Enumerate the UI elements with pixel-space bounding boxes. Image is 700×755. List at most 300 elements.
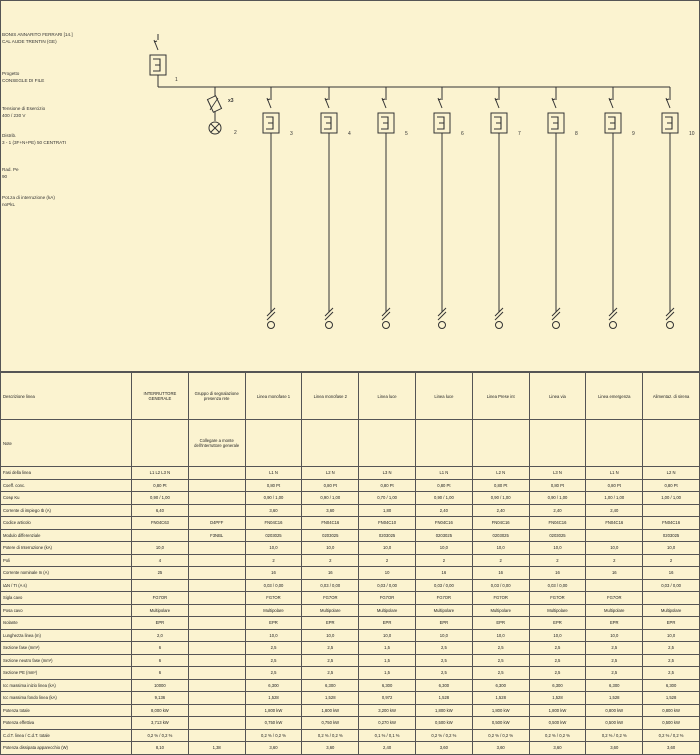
row-label: Posa cavo: [1, 604, 132, 617]
table-cell: 25: [132, 567, 189, 580]
feeder-number: 3: [290, 131, 293, 137]
table-cell: [188, 579, 245, 592]
table-cell: L1 L2 L3 N: [132, 467, 189, 480]
signal-lamp-group: [207, 87, 237, 136]
table-cell: 6,300: [643, 679, 700, 692]
row-label: Codice articolo: [1, 517, 132, 530]
company-line: BONIS ANNARITO FERRARI [14.]: [2, 32, 73, 37]
table-cell: Multipolare: [643, 604, 700, 617]
row-label: Descrizione linea: [1, 373, 132, 420]
feeder-line-6: [434, 87, 464, 329]
table-cell: 2,5: [302, 642, 359, 655]
table-cell: 2,5: [643, 642, 700, 655]
table-cell: 0203025: [359, 529, 416, 542]
row-label: Potere di Interruzione (kA): [1, 542, 132, 555]
table-cell: 10,0: [302, 629, 359, 642]
table-cell: 2,5: [643, 667, 700, 680]
table-cell: 10,0: [643, 629, 700, 642]
table-cell: 10,0: [529, 542, 586, 555]
row-label: Sezione PE (mm²): [1, 667, 132, 680]
table-cell: [188, 592, 245, 605]
table-cell: FG7OR: [132, 592, 189, 605]
table-row: [1, 567, 700, 580]
table-cell: 0,2 % / 0,2 %: [472, 729, 529, 742]
table-cell: 0,2 % / 0,2 %: [586, 729, 643, 742]
table-row: [1, 654, 700, 667]
table-cell: 0,80 Pt: [302, 479, 359, 492]
table-cell: 0,750 kW: [302, 717, 359, 730]
table-cell: 0203025: [643, 529, 700, 542]
table-cell: 2,40: [359, 742, 416, 755]
table-cell: 0,80 Pt: [359, 479, 416, 492]
table-cell: EPR: [415, 617, 472, 630]
table-cell: 3,60: [302, 504, 359, 517]
row-label: Potenza dissipata apparecchio (W): [1, 742, 132, 755]
table-cell: 2,5: [529, 654, 586, 667]
table-cell: 10,0: [643, 542, 700, 555]
table-cell: FG7OR: [472, 592, 529, 605]
row-label: Corrente nominale In (A): [1, 567, 132, 580]
table-cell: L2 N: [472, 467, 529, 480]
table-cell: 1,528: [643, 692, 700, 705]
signal-tag: x3: [228, 98, 234, 104]
table-cell: 2: [643, 554, 700, 567]
project-label: Progetto: [2, 71, 20, 76]
table-cell: L2 N: [643, 467, 700, 480]
table-cell: 0,800 kW: [643, 704, 700, 717]
row-label: Sigla cavo: [1, 592, 132, 605]
table-cell: 0,90 / 1,00: [302, 492, 359, 505]
column-header: Linea via: [529, 373, 586, 420]
table-cell: 2: [415, 554, 472, 567]
table-cell: 0,03 / 0,00: [415, 579, 472, 592]
table-cell: [188, 654, 245, 667]
table-cell: 0,800 kW: [586, 704, 643, 717]
column-header: Linea emergenza: [586, 373, 643, 420]
table-row: [1, 617, 700, 630]
table-row: [1, 629, 700, 642]
table-cell: 1,528: [302, 692, 359, 705]
table-cell: 2,40: [529, 504, 586, 517]
note-cell: [245, 420, 302, 467]
row-label: Note: [1, 420, 132, 467]
table-cell: 16: [302, 567, 359, 580]
table-cell: 0,80 Pt: [245, 479, 302, 492]
feeder-line-4: [321, 87, 351, 329]
table-cell: 2: [302, 554, 359, 567]
table-cell: [188, 704, 245, 717]
table-cell: 2,5: [529, 667, 586, 680]
table-cell: 1,800 kW: [245, 704, 302, 717]
table-cell: EPR: [132, 617, 189, 630]
table-cell: 3,60: [472, 742, 529, 755]
table-cell: 0203025: [302, 529, 359, 542]
table-row: [1, 467, 700, 480]
table-cell: 6,300: [302, 679, 359, 692]
table-cell: 16: [472, 567, 529, 580]
table-cell: D4PFF: [188, 517, 245, 530]
table-cell: 0,90 / 1,00: [132, 492, 189, 505]
table-cell: FG7OR: [245, 592, 302, 605]
table-cell: 0,500 kW: [586, 717, 643, 730]
table-cell: 2,40: [586, 504, 643, 517]
feeder-line-7: [491, 87, 521, 329]
feeder-number: 9: [632, 131, 635, 137]
table-cell: [643, 504, 700, 517]
table-cell: [188, 604, 245, 617]
table-cell: Multipolare: [359, 604, 416, 617]
table-cell: 0,2 % / 0,2 %: [643, 729, 700, 742]
table-row: [1, 579, 700, 592]
table-cell: FN04C16: [586, 517, 643, 530]
table-cell: 10,0: [529, 629, 586, 642]
table-cell: FN04C16: [245, 517, 302, 530]
table-cell: 10,0: [245, 629, 302, 642]
column-header: Linea monofase 2: [302, 373, 359, 420]
feeder-number: 8: [575, 131, 578, 137]
table-cell: FG7OR: [302, 592, 359, 605]
feeder-number: 6: [461, 131, 464, 137]
table-cell: 2,5: [586, 642, 643, 655]
note-cell: [529, 420, 586, 467]
table-cell: 10,0: [472, 629, 529, 642]
table-cell: 10,0: [132, 542, 189, 555]
table-cell: FN04C16: [529, 517, 586, 530]
table-cell: 3,713 kW: [132, 717, 189, 730]
table-cell: 2,5: [529, 642, 586, 655]
table-cell: [188, 617, 245, 630]
table-cell: 1,5: [359, 667, 416, 680]
table-cell: Multipolare: [132, 604, 189, 617]
table-row: [1, 679, 700, 692]
table-row: [1, 554, 700, 567]
signal-number: 2: [234, 130, 237, 136]
row-label: Icc massima fondo linea (kA): [1, 692, 132, 705]
column-header: Linea Prese int: [472, 373, 529, 420]
table-cell: 6,300: [415, 679, 472, 692]
feeder-line-10: [662, 87, 695, 329]
cable-value: 90: [2, 174, 8, 179]
note-cell: [359, 420, 416, 467]
table-cell: 2,5: [245, 642, 302, 655]
table-cell: [188, 642, 245, 655]
table-cell: 0,2 % / 0,2 %: [245, 729, 302, 742]
table-cell: 0,500 kW: [472, 717, 529, 730]
table-cell: EPR: [472, 617, 529, 630]
column-header: INTERRUTTORE GENERALE: [132, 373, 189, 420]
table-cell: 1,528: [415, 692, 472, 705]
row-label: Fasi della linea: [1, 467, 132, 480]
table-cell: 3,60: [643, 742, 700, 755]
table-cell: FN04C16: [415, 517, 472, 530]
table-cell: 0,03 / 0,00: [472, 579, 529, 592]
column-header: Linea monofase 1: [245, 373, 302, 420]
table-cell: 10,0: [586, 629, 643, 642]
table-cell: [188, 504, 245, 517]
row-label: Potenza totale: [1, 704, 132, 717]
table-cell: 3,60: [586, 742, 643, 755]
table-cell: 0,500 kW: [643, 717, 700, 730]
table-cell: 0,500 kW: [415, 717, 472, 730]
column-header: Linea luce: [415, 373, 472, 420]
table-row: [1, 517, 700, 530]
table-cell: 2,5: [415, 654, 472, 667]
table-cell: FN04C10: [359, 517, 416, 530]
row-label: Isolante: [1, 617, 132, 630]
table-cell: 2,0: [132, 629, 189, 642]
table-cell: EPR: [643, 617, 700, 630]
power-value: noPkL: [2, 202, 16, 207]
table-cell: 2,40: [472, 504, 529, 517]
table-cell: Multipolare: [472, 604, 529, 617]
table-cell: 3,60: [415, 742, 472, 755]
row-label: Icc massima inizio linea (kA): [1, 679, 132, 692]
table-cell: 0,80 Pt: [132, 479, 189, 492]
table-cell: 0,80 Pt: [529, 479, 586, 492]
table-row: [1, 667, 700, 680]
table-row: [1, 729, 700, 742]
table-cell: 6,300: [472, 679, 529, 692]
table-cell: 1,528: [245, 692, 302, 705]
table-cell: [132, 579, 189, 592]
table-cell: L1 N: [245, 467, 302, 480]
table-cell: [586, 529, 643, 542]
single-line-diagram: [0, 0, 700, 372]
table-cell: FN04C16: [302, 517, 359, 530]
table-cell: 6,300: [586, 679, 643, 692]
voltage-value: 400 / 230 V: [2, 113, 26, 118]
table-cell: 10,0: [359, 629, 416, 642]
table-row: [1, 717, 700, 730]
feeder-number: 4: [348, 131, 351, 137]
table-cell: 16: [586, 567, 643, 580]
table-cell: FG7OR: [529, 592, 586, 605]
table-cell: 0,90 / 1,00: [415, 492, 472, 505]
column-header: Linea luce: [359, 373, 416, 420]
table-cell: [132, 529, 189, 542]
table-cell: FG7OR: [415, 592, 472, 605]
table-cell: 0,2 % / 0,2 %: [302, 729, 359, 742]
note-cell: [302, 420, 359, 467]
table-cell: 1,00 / 1,00: [643, 492, 700, 505]
table-cell: Multipolare: [245, 604, 302, 617]
table-cell: 2,5: [245, 654, 302, 667]
table-cell: EPR: [529, 617, 586, 630]
table-cell: 2,40: [415, 504, 472, 517]
table-cell: 10,0: [415, 629, 472, 642]
feeder-line-5: [378, 87, 408, 329]
table-cell: 0,90 / 1,00: [245, 492, 302, 505]
table-cell: 0,270 kW: [359, 717, 416, 730]
table-cell: 2,5: [472, 642, 529, 655]
table-cell: 0,2 % / 0,2 %: [132, 729, 189, 742]
table-cell: L1 N: [415, 467, 472, 480]
table-cell: 6: [132, 667, 189, 680]
line-data-table: [0, 372, 700, 755]
main-breaker-number: 1: [175, 77, 178, 83]
table-row: [1, 604, 700, 617]
table-cell: FG7OR: [586, 592, 643, 605]
table-cell: 1,5: [359, 642, 416, 655]
voltage-label: Tensione di Esercizio: [2, 106, 46, 111]
table-cell: EPR: [245, 617, 302, 630]
table-cell: FN04C16: [643, 517, 700, 530]
table-cell: 2: [529, 554, 586, 567]
table-cell: FN04C63: [132, 517, 189, 530]
table-cell: 1,528: [472, 692, 529, 705]
row-label: Sezione neutro fase (mm²): [1, 654, 132, 667]
distribution-label: Distrib.: [2, 133, 17, 138]
note-cell: Collegare a monte dell'interruttore generale: [188, 420, 245, 467]
table-cell: 2: [245, 554, 302, 567]
table-cell: 8,000 kW: [132, 704, 189, 717]
note-cell: [643, 420, 700, 467]
table-cell: 3,60: [302, 742, 359, 755]
table-cell: Multipolare: [586, 604, 643, 617]
table-cell: 6: [132, 642, 189, 655]
table-cell: 16: [529, 567, 586, 580]
note-cell: [415, 420, 472, 467]
table-cell: [188, 492, 245, 505]
table-cell: 1,80: [359, 504, 416, 517]
table-cell: 0,80 Pt: [643, 479, 700, 492]
table-cell: 10: [359, 567, 416, 580]
table-cell: 6,300: [245, 679, 302, 692]
project-value: CONSEGLE DI FILE: [2, 78, 45, 83]
table-cell: EPR: [586, 617, 643, 630]
table-cell: 0,70 / 1,00: [359, 492, 416, 505]
table-row: [1, 542, 700, 555]
table-cell: 3,60: [529, 742, 586, 755]
table-cell: 0203025: [472, 529, 529, 542]
table-cell: 1,528: [586, 692, 643, 705]
row-label: Modulo differenziale: [1, 529, 132, 542]
table-cell: 6: [132, 654, 189, 667]
table-cell: 10,0: [586, 542, 643, 555]
table-row: [1, 492, 700, 505]
table-cell: 1,800 kW: [529, 704, 586, 717]
table-cell: 4: [132, 554, 189, 567]
table-cell: 0,2 % / 0,2 %: [415, 729, 472, 742]
table-cell: 1,00 / 1,00: [586, 492, 643, 505]
table-cell: 0,500 kW: [529, 717, 586, 730]
table-cell: 0,2 % / 0,2 %: [529, 729, 586, 742]
cable-label: Rad. Pe: [2, 167, 19, 172]
table-row: [1, 642, 700, 655]
row-label: Poli: [1, 554, 132, 567]
table-cell: FN04C16: [472, 517, 529, 530]
table-cell: 8,10: [132, 742, 189, 755]
table-cell: Multipolare: [529, 604, 586, 617]
table-cell: 3,60: [245, 742, 302, 755]
table-cell: 0,80 Pt: [586, 479, 643, 492]
table-cell: 16: [245, 567, 302, 580]
row-label: Coeff. conc.: [1, 479, 132, 492]
table-cell: 2: [586, 554, 643, 567]
feeder-number: 5: [405, 131, 408, 137]
table-cell: [188, 554, 245, 567]
note-cell: [586, 420, 643, 467]
table-cell: 16: [415, 567, 472, 580]
table-cell: [188, 629, 245, 642]
table-cell: 10,0: [472, 542, 529, 555]
row-label: Cosφ Ku: [1, 492, 132, 505]
table-cell: L3 N: [529, 467, 586, 480]
table-cell: 2,5: [245, 667, 302, 680]
table-cell: 2,5: [472, 654, 529, 667]
column-header: Alimentaz. di sirena: [643, 373, 700, 420]
table-cell: [188, 542, 245, 555]
table-cell: 3,200 kW: [359, 704, 416, 717]
table-cell: 0,03 / 0,00: [359, 579, 416, 592]
table-cell: 0203025: [245, 529, 302, 542]
table-cell: 0,80 Pt: [415, 479, 472, 492]
table-cell: Multipolare: [415, 604, 472, 617]
table-cell: [586, 579, 643, 592]
table-cell: 0,90 / 1,00: [472, 492, 529, 505]
table-cell: 1,800 kW: [415, 704, 472, 717]
table-cell: 0,03 / 0,00: [529, 579, 586, 592]
table-cell: 6,300: [529, 679, 586, 692]
table-row: [1, 504, 700, 517]
table-cell: 0,750 kW: [245, 717, 302, 730]
table-cell: EPR: [359, 617, 416, 630]
table-cell: [188, 692, 245, 705]
feeder-line-9: [605, 87, 635, 329]
table-cell: 6,40: [132, 504, 189, 517]
row-label: Corrente di impiego Ib (A): [1, 504, 132, 517]
table-cell: [188, 679, 245, 692]
row-label: IΔN / TI (A s): [1, 579, 132, 592]
table-cell: 3,60: [245, 504, 302, 517]
table-row: [1, 742, 700, 755]
feeder-line-8: [548, 87, 578, 329]
table-cell: 0203025: [415, 529, 472, 542]
row-label: Potenza effettiva: [1, 717, 132, 730]
table-cell: 2: [359, 554, 416, 567]
table-cell: L1 N: [586, 467, 643, 480]
row-label: C.d.T. linea / C.d.T. totale: [1, 729, 132, 742]
table-cell: 0,90 / 1,00: [529, 492, 586, 505]
power-label: Pot.za di interruzione (kA): [2, 195, 55, 200]
table-cell: EPR: [302, 617, 359, 630]
table-cell: 0,03 / 0,00: [245, 579, 302, 592]
table-row: [1, 479, 700, 492]
feeder-line-3: [263, 87, 293, 329]
feeder-number: 7: [518, 131, 521, 137]
column-header: Gruppo di segnalazione presenza rete: [188, 373, 245, 420]
table-cell: 2,5: [643, 654, 700, 667]
address-line: CAL AUDE TRENTIN (GE): [2, 39, 57, 44]
table-cell: 1,528: [529, 692, 586, 705]
table-cell: [643, 592, 700, 605]
table-cell: L2 N: [302, 467, 359, 480]
table-cell: L3 N: [359, 467, 416, 480]
table-cell: 2,5: [302, 654, 359, 667]
row-label: Lunghezza linea (m): [1, 629, 132, 642]
table-cell: 2,5: [586, 667, 643, 680]
table-cell: 1,5: [359, 654, 416, 667]
distribution-value: 3 - 1 (3F+N+PE) 50 CENTRATI: [2, 140, 66, 145]
table-cell: 2,5: [472, 667, 529, 680]
table-cell: [188, 717, 245, 730]
table-cell: 1,38: [188, 742, 245, 755]
table-cell: [188, 479, 245, 492]
table-cell: 2,5: [415, 642, 472, 655]
table-cell: 6,300: [359, 679, 416, 692]
table-cell: 10,0: [245, 542, 302, 555]
table-cell: 10000: [132, 679, 189, 692]
